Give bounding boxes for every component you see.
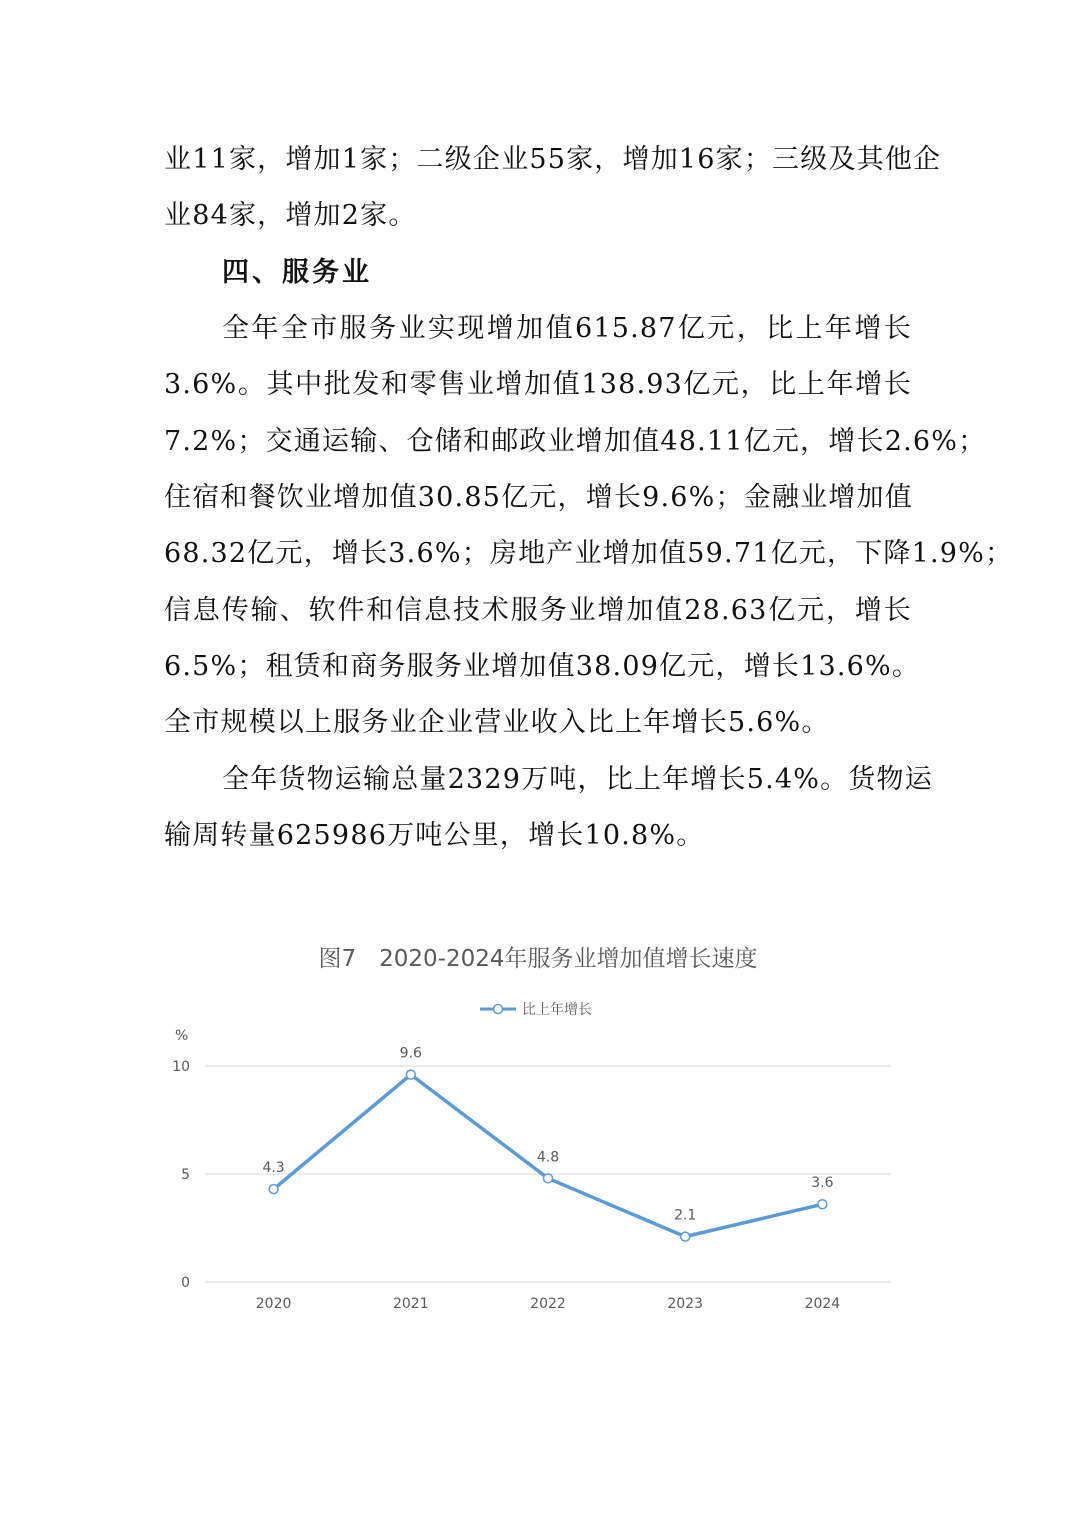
data-point — [544, 1174, 553, 1183]
data-point — [269, 1185, 278, 1194]
paragraph-line: 信息传输、软件和信息技术服务业增加值28.63亿元，增长 — [164, 595, 912, 626]
x-tick-label: 2020 — [255, 1296, 292, 1312]
data-label: 2.1 — [674, 1207, 697, 1224]
legend-label: 比上年增长 — [522, 1002, 592, 1018]
paragraph-line: 68.32亿元，增长3.6%；房地产业增加值59.71亿元，下降1.9%； — [164, 538, 1014, 569]
paragraph-line: 全年全市服务业实现增加值615.87亿元，比上年增长 — [222, 313, 912, 344]
data-label: 3.6 — [811, 1175, 834, 1192]
chart-title: 图7 2020-2024年服务业增加值增长速度 — [318, 946, 758, 972]
legend-marker — [494, 1005, 503, 1014]
paragraph-line: 业84家，增加2家。 — [164, 200, 417, 231]
data-label: 4.8 — [536, 1149, 560, 1166]
paragraph-line: 业11家，增加1家；二级企业55家，增加16家；三级及其他企 — [164, 144, 942, 175]
x-tick-label: 2024 — [804, 1296, 841, 1312]
section-heading: 四、服务业 — [222, 257, 372, 288]
paragraph-line: 住宿和餐饮业增加值30.85亿元，增长9.6%；金融业增加值 — [164, 482, 913, 513]
y-tick-label: 10 — [172, 1059, 190, 1075]
paragraph-line: 3.6%。其中批发和零售业增加值138.93亿元，比上年增长 — [164, 369, 912, 400]
paragraph-line: 全市规模以上服务业企业营业收入比上年增长5.6%。 — [164, 707, 830, 738]
y-tick-label: 5 — [181, 1167, 190, 1183]
paragraph-line: 全年货物运输总量2329万吨，比上年增长5.4%。货物运 — [222, 764, 933, 795]
paragraph-line: 输周转量625986万吨公里，增长10.8%。 — [164, 820, 705, 851]
data-label: 9.6 — [399, 1045, 422, 1062]
data-point — [681, 1232, 690, 1241]
data-point — [818, 1200, 827, 1209]
x-tick-label: 2021 — [392, 1296, 429, 1312]
paragraph-line: 6.5%；租赁和商务服务业增加值38.09亿元，增长13.6%。 — [164, 651, 921, 682]
y-tick-label: 0 — [181, 1275, 190, 1291]
y-axis-unit: % — [175, 1028, 189, 1044]
data-label: 4.3 — [262, 1160, 285, 1177]
x-tick-label: 2022 — [530, 1296, 566, 1312]
paragraph-line: 7.2%；交通运输、仓储和邮政业增加值48.11亿元，增长2.6%； — [164, 426, 987, 457]
x-tick-label: 2023 — [667, 1296, 704, 1312]
data-point — [406, 1070, 415, 1079]
